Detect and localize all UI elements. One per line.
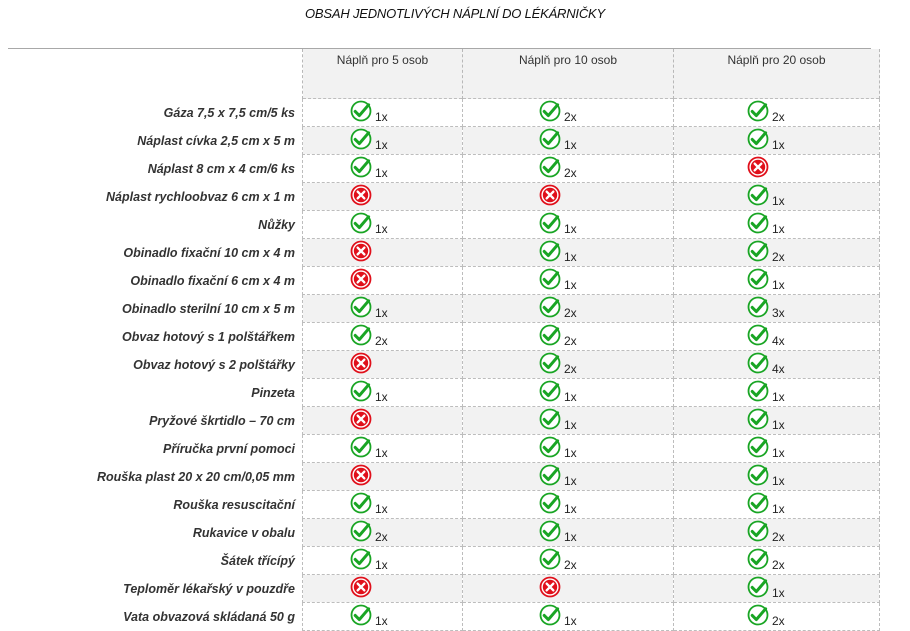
availability-cell — [303, 463, 463, 491]
check-icon — [747, 324, 769, 346]
table-row — [8, 351, 880, 379]
availability-cell — [463, 183, 674, 211]
quantity-text: 1x — [375, 166, 388, 180]
table-row — [8, 211, 880, 239]
check-icon — [350, 548, 372, 570]
check-icon — [747, 380, 769, 402]
table-row — [8, 435, 880, 463]
table-row — [8, 99, 880, 127]
check-icon — [747, 240, 769, 262]
check-icon — [747, 548, 769, 570]
quantity-text: 1x — [564, 474, 577, 488]
quantity-text: 1x — [772, 418, 785, 432]
availability-cell — [303, 99, 463, 127]
check-icon — [539, 100, 561, 122]
cross-icon — [350, 464, 372, 486]
availability-cell — [303, 295, 463, 323]
quantity-text: 1x — [564, 446, 577, 460]
check-icon — [747, 212, 769, 234]
availability-cell — [463, 295, 674, 323]
quantity-text: 2x — [564, 166, 577, 180]
cross-icon — [350, 268, 372, 290]
quantity-text: 1x — [772, 446, 785, 460]
item-label: Náplast rychloobvaz 6 cm x 1 m — [106, 189, 295, 204]
column-header-10: Náplň pro 10 osob — [463, 49, 674, 99]
availability-cell — [674, 267, 880, 295]
check-icon — [747, 576, 769, 598]
availability-cell — [463, 211, 674, 239]
item-label: Pinzeta — [251, 385, 295, 400]
availability-cell — [463, 239, 674, 267]
check-icon — [539, 464, 561, 486]
item-label: Pryžové škrtidlo – 70 cm — [149, 413, 295, 428]
check-icon — [350, 520, 372, 542]
check-icon — [539, 324, 561, 346]
contents-table — [8, 49, 880, 631]
item-label: Obinadlo fixační 6 cm x 4 m — [130, 273, 295, 288]
quantity-text: 1x — [375, 390, 388, 404]
quantity-text: 1x — [564, 222, 577, 236]
cross-icon — [539, 184, 561, 206]
availability-cell — [463, 519, 674, 547]
quantity-text: 4x — [772, 334, 785, 348]
check-icon — [350, 324, 372, 346]
quantity-text: 2x — [772, 558, 785, 572]
availability-cell — [674, 99, 880, 127]
quantity-text: 2x — [564, 334, 577, 348]
check-icon — [350, 436, 372, 458]
item-label: Teploměr lékařský v pouzdře — [123, 581, 295, 596]
check-icon — [539, 436, 561, 458]
availability-cell — [463, 575, 674, 603]
cross-icon — [350, 408, 372, 430]
cross-icon — [350, 576, 372, 598]
quantity-text: 1x — [772, 474, 785, 488]
quantity-text: 2x — [772, 530, 785, 544]
cross-icon — [350, 240, 372, 262]
check-icon — [747, 492, 769, 514]
check-icon — [350, 604, 372, 626]
availability-cell — [463, 463, 674, 491]
check-icon — [539, 268, 561, 290]
availability-cell — [674, 491, 880, 519]
check-icon — [539, 240, 561, 262]
check-icon — [539, 212, 561, 234]
availability-cell — [463, 407, 674, 435]
item-label: Gáza 7,5 x 7,5 cm/5 ks — [163, 105, 295, 120]
quantity-text: 3x — [772, 306, 785, 320]
check-icon — [539, 548, 561, 570]
check-icon — [350, 212, 372, 234]
quantity-text: 2x — [564, 558, 577, 572]
table-row — [8, 603, 880, 631]
availability-cell — [463, 547, 674, 575]
check-icon — [747, 520, 769, 542]
quantity-text: 2x — [772, 614, 785, 628]
availability-cell — [674, 575, 880, 603]
item-label: Náplast cívka 2,5 cm x 5 m — [137, 133, 295, 148]
availability-cell — [463, 99, 674, 127]
availability-cell — [463, 491, 674, 519]
table-row — [8, 379, 880, 407]
availability-cell — [674, 183, 880, 211]
check-icon — [747, 268, 769, 290]
availability-cell — [674, 211, 880, 239]
availability-cell — [674, 519, 880, 547]
availability-cell — [303, 155, 463, 183]
availability-cell — [463, 435, 674, 463]
check-icon — [747, 184, 769, 206]
quantity-text: 2x — [564, 110, 577, 124]
item-label: Nůžky — [258, 217, 295, 232]
table-row — [8, 239, 880, 267]
table-row — [8, 575, 880, 603]
cross-icon — [350, 184, 372, 206]
item-label: Obinadlo sterilní 10 cm x 5 m — [122, 301, 295, 316]
availability-cell — [674, 127, 880, 155]
quantity-text: 1x — [564, 390, 577, 404]
availability-cell — [674, 379, 880, 407]
table-row — [8, 323, 880, 351]
item-label: Náplast 8 cm x 4 cm/6 ks — [147, 161, 295, 176]
item-label: Rukavice v obalu — [192, 525, 295, 540]
quantity-text: 1x — [564, 138, 577, 152]
availability-cell — [303, 379, 463, 407]
check-icon — [747, 100, 769, 122]
quantity-text: 2x — [375, 530, 388, 544]
check-icon — [350, 296, 372, 318]
check-icon — [539, 128, 561, 150]
availability-cell — [674, 295, 880, 323]
availability-cell — [303, 547, 463, 575]
table-row — [8, 547, 880, 575]
table-row — [8, 127, 880, 155]
check-icon — [747, 408, 769, 430]
header-empty-cell — [8, 49, 303, 99]
check-icon — [350, 380, 372, 402]
item-label: Obvaz hotový s 2 polštářky — [133, 357, 295, 372]
availability-cell — [303, 127, 463, 155]
column-header-5: Náplň pro 5 osob — [303, 49, 463, 99]
table-row — [8, 155, 880, 183]
quantity-text: 1x — [564, 278, 577, 292]
availability-cell — [674, 603, 880, 631]
item-label: Příručka první pomoci — [163, 441, 295, 456]
check-icon — [350, 492, 372, 514]
availability-cell — [303, 239, 463, 267]
availability-cell — [303, 211, 463, 239]
quantity-text: 1x — [564, 502, 577, 516]
check-icon — [350, 156, 372, 178]
quantity-text: 1x — [375, 110, 388, 124]
check-icon — [747, 296, 769, 318]
availability-cell — [463, 127, 674, 155]
quantity-text: 1x — [375, 222, 388, 236]
availability-cell — [674, 463, 880, 491]
availability-cell — [674, 323, 880, 351]
header-row — [8, 49, 880, 99]
quantity-text: 1x — [772, 222, 785, 236]
check-icon — [539, 156, 561, 178]
availability-cell — [674, 547, 880, 575]
quantity-text: 1x — [564, 530, 577, 544]
availability-cell — [303, 575, 463, 603]
item-label: Obinadlo fixační 10 cm x 4 m — [123, 245, 295, 260]
availability-cell — [674, 435, 880, 463]
quantity-text: 1x — [375, 558, 388, 572]
item-label: Rouška resuscitační — [173, 497, 295, 512]
availability-cell — [463, 379, 674, 407]
quantity-text: 1x — [772, 502, 785, 516]
table-row — [8, 295, 880, 323]
availability-cell — [674, 239, 880, 267]
table-row — [8, 519, 880, 547]
availability-cell — [463, 323, 674, 351]
item-label: Rouška plast 20 x 20 cm/0,05 mm — [96, 469, 295, 484]
availability-cell — [463, 351, 674, 379]
check-icon — [539, 604, 561, 626]
item-label: Šátek třícípý — [220, 553, 295, 568]
column-header-20: Náplň pro 20 osob — [674, 49, 880, 99]
page-title: OBSAH JEDNOTLIVÝCH NÁPLNÍ DO LÉKÁRNIČKY — [305, 6, 605, 21]
check-icon — [747, 128, 769, 150]
quantity-text: 4x — [772, 362, 785, 376]
quantity-text: 2x — [375, 334, 388, 348]
table-row — [8, 491, 880, 519]
availability-cell — [674, 407, 880, 435]
quantity-text: 1x — [564, 418, 577, 432]
availability-cell — [303, 519, 463, 547]
table-row — [8, 463, 880, 491]
quantity-text: 1x — [564, 614, 577, 628]
quantity-text: 1x — [375, 446, 388, 460]
cross-icon — [350, 352, 372, 374]
quantity-text: 2x — [772, 250, 785, 264]
check-icon — [539, 408, 561, 430]
availability-cell — [303, 407, 463, 435]
availability-cell — [303, 323, 463, 351]
check-icon — [747, 352, 769, 374]
quantity-text: 2x — [772, 110, 785, 124]
quantity-text: 1x — [375, 306, 388, 320]
check-icon — [539, 380, 561, 402]
cross-icon — [747, 156, 769, 178]
availability-cell — [463, 267, 674, 295]
check-icon — [539, 296, 561, 318]
check-icon — [539, 352, 561, 374]
quantity-text: 1x — [772, 138, 785, 152]
availability-cell — [674, 351, 880, 379]
quantity-text: 1x — [375, 138, 388, 152]
quantity-text: 2x — [564, 306, 577, 320]
quantity-text: 1x — [772, 278, 785, 292]
quantity-text: 1x — [772, 586, 785, 600]
availability-cell — [303, 603, 463, 631]
table-row — [8, 267, 880, 295]
check-icon — [747, 464, 769, 486]
check-icon — [350, 100, 372, 122]
availability-cell — [463, 155, 674, 183]
check-icon — [350, 128, 372, 150]
availability-cell — [303, 351, 463, 379]
availability-cell — [303, 491, 463, 519]
check-icon — [539, 492, 561, 514]
check-icon — [747, 604, 769, 626]
quantity-text: 1x — [375, 502, 388, 516]
item-label: Vata obvazová skládaná 50 g — [123, 609, 295, 624]
cross-icon — [539, 576, 561, 598]
availability-cell — [303, 267, 463, 295]
quantity-text: 1x — [772, 390, 785, 404]
availability-cell — [674, 155, 880, 183]
table-body — [8, 99, 880, 631]
availability-cell — [303, 183, 463, 211]
quantity-text: 1x — [772, 194, 785, 208]
quantity-text: 2x — [564, 362, 577, 376]
check-icon — [539, 520, 561, 542]
check-icon — [747, 436, 769, 458]
table-row — [8, 407, 880, 435]
table-row — [8, 183, 880, 211]
availability-cell — [463, 603, 674, 631]
availability-cell — [303, 435, 463, 463]
quantity-text: 1x — [375, 614, 388, 628]
quantity-text: 1x — [564, 250, 577, 264]
item-label: Obvaz hotový s 1 polštářkem — [122, 329, 295, 344]
